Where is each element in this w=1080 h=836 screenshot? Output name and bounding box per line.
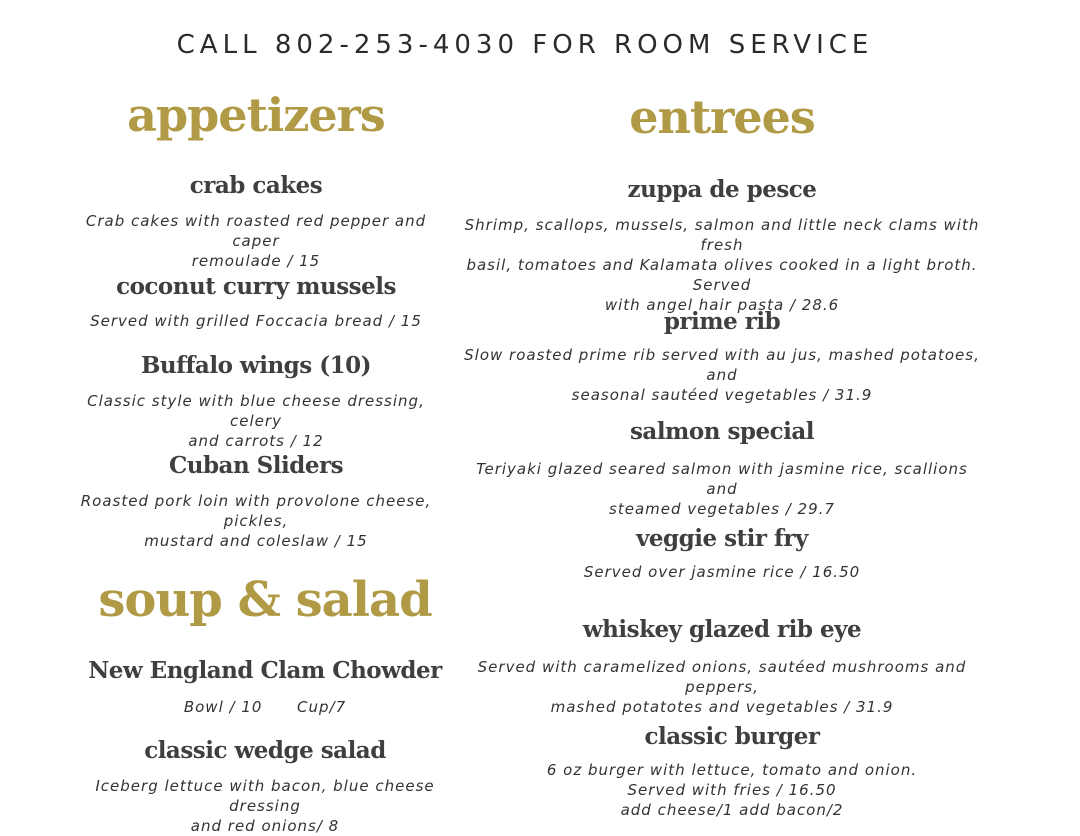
appetizer-desc-crab-cakes: Crab cakes with roasted red pepper and caper remoulade / 15 — [85, 212, 427, 270]
entree-name-salmon-special: salmon special — [629, 418, 815, 445]
appetizer-name-cuban-sliders: Cuban Sliders — [168, 452, 344, 479]
entree-desc-classic-burger: 6 oz burger with lettuce, tomato and onion. Served with fries / 16.50 add cheese/1 add bacon/2 — [546, 761, 918, 819]
room-service-phone-header: CALL 802-253-4030 FOR ROOM SERVICE — [176, 30, 874, 60]
appetizer-desc-cuban-sliders: Roasted pork loin with provolone cheese, pickles, mustard and coleslaw / 15 — [80, 492, 432, 550]
soup-salad-heading: soup & salad — [98, 572, 432, 628]
entree-desc-veggie-stir-fry: Served over jasmine rice / 16.50 — [583, 563, 861, 581]
entree-desc-zuppa-de-pesce: Shrimp, scallops, mussels, salmon and little neck clams with fresh basil, tomatoes and Kalamata olives cooked in a light broth. Served with angel hair pasta / 28.6 — [464, 216, 980, 314]
soup-name-clam-chowder: New England Clam Chowder — [88, 657, 442, 684]
entree-desc-prime-rib: Slow roasted prime rib served with au jus, mashed potatoes, and seasonal sautéed vegetables / 31.9 — [464, 346, 980, 404]
appetizer-desc-buffalo-wings: Classic style with blue cheese dressing, celery and carrots / 12 — [87, 392, 425, 450]
entree-desc-salmon-special: Teriyaki glazed seared salmon with jasmine rice, scallions and steamed vegetables / 29.7 — [476, 460, 968, 518]
entree-name-veggie-stir-fry: veggie stir fry — [636, 525, 808, 552]
entree-name-zuppa-de-pesce: zuppa de pesce — [627, 176, 817, 203]
entree-name-whiskey-glazed-rib-eye: whiskey glazed rib eye — [582, 616, 862, 643]
appetizer-name-crab-cakes: crab cakes — [189, 172, 323, 199]
soup-desc-clam-chowder: Bowl / 10 Cup/7 — [183, 698, 347, 716]
appetizer-name-coconut-curry-mussels: coconut curry mussels — [116, 273, 396, 300]
appetizer-name-buffalo-wings: Buffalo wings (10) — [140, 352, 371, 379]
entree-name-classic-burger: classic burger — [644, 723, 820, 750]
appetizers-heading: appetizers — [127, 88, 385, 142]
appetizer-desc-coconut-curry-mussels: Served with grilled Foccacia bread / 15 — [90, 312, 422, 330]
entrees-heading: entrees — [629, 90, 815, 144]
salad-name-wedge: classic wedge salad — [144, 737, 386, 764]
salad-desc-wedge: Iceberg lettuce with bacon, blue cheese dressing and red onions/ 8 — [95, 777, 435, 835]
entree-desc-whiskey-glazed-rib-eye: Served with caramelized onions, sautéed mushrooms and peppers, mashed potatotes and vegetables / 31.9 — [477, 658, 967, 716]
entree-name-prime-rib: prime rib — [663, 308, 781, 335]
